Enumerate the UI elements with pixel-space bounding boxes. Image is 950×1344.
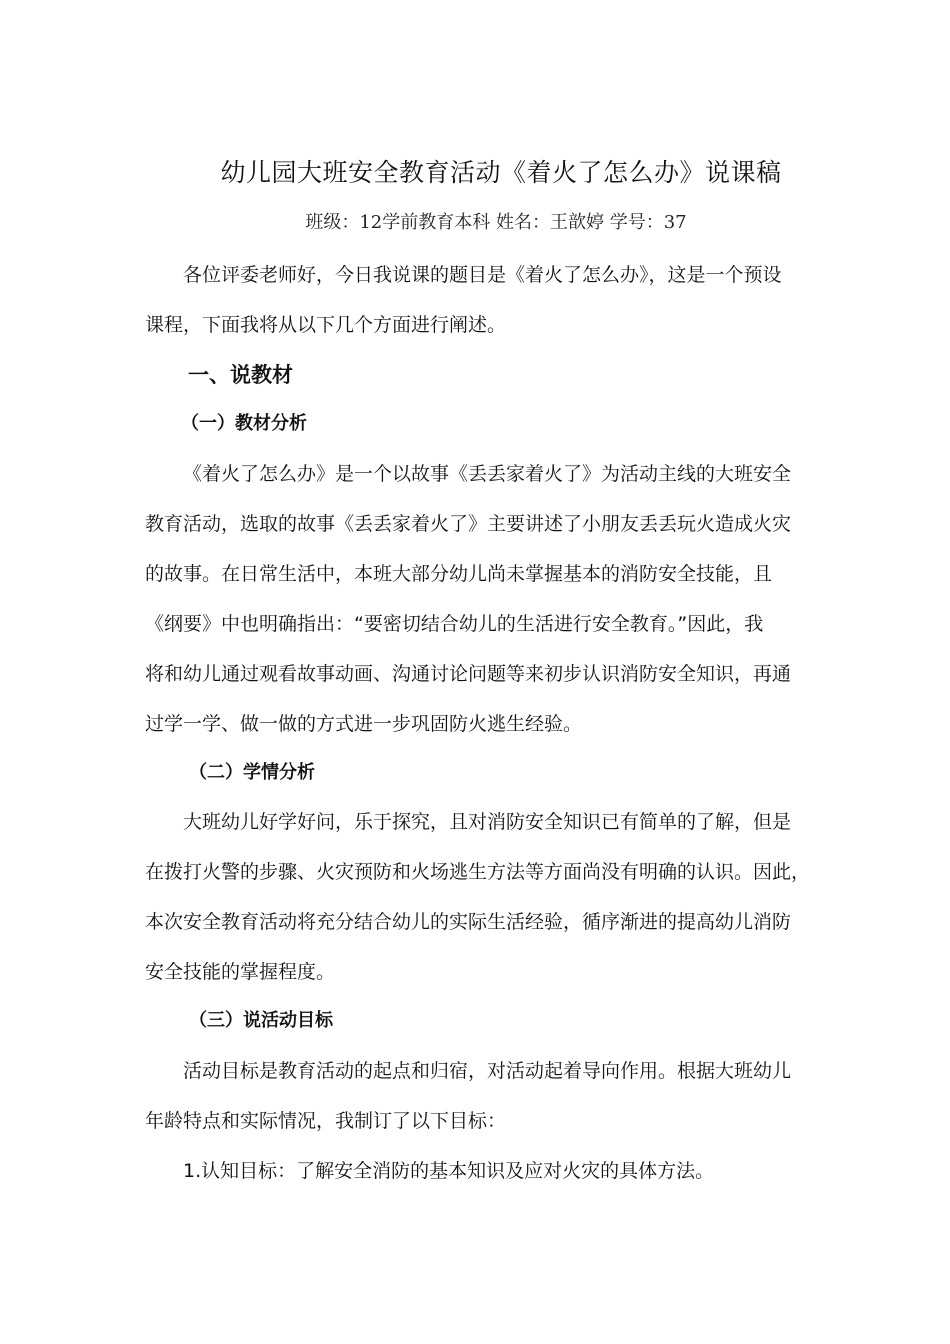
intro-paragraph	[145, 250, 813, 350]
intro-line: 各位评委老师好，今日我说课的题目是《着火了怎么办》，这是一个预设	[183, 264, 782, 286]
textbook-analysis-paragraph	[145, 449, 813, 749]
paragraph-line: 年龄特点和实际情况，我制订了以下目标：	[145, 1110, 507, 1132]
activity-goals-paragraph	[145, 1046, 813, 1146]
intro-line: 课程，下面我将从以下几个方面进行阐述。	[145, 314, 507, 336]
paragraph-line: 教育活动，选取的故事《丢丢家着火了》主要讲述了小朋友丢丢玩火造成火灾	[145, 513, 792, 535]
section-heading-textbook: 一、说教材	[188, 363, 293, 387]
learner-analysis-paragraph	[145, 797, 813, 997]
goal-item-cognitive: 1.认知目标：了解安全消防的基本知识及应对火灾的具体方法。	[183, 1160, 715, 1182]
paragraph-line: 安全技能的掌握程度。	[145, 961, 336, 983]
paragraph-line: 《着火了怎么办》是一个以故事《丢丢家着火了》为活动主线的大班安全	[183, 463, 792, 485]
paragraph-line: 本次安全教育活动将充分结合幼儿的实际生活经验，循序渐进的提高幼儿消防	[145, 911, 792, 933]
paragraph-line: 将和幼儿通过观看故事动画、沟通讨论问题等来初步认识消防安全知识，再通	[145, 663, 792, 685]
subsection-heading-activity-goals: （三）说活动目标	[189, 1010, 333, 1031]
document-title: 幼儿园大班安全教育活动《着火了怎么办》说课稿	[220, 158, 782, 187]
subsection-heading-learner-analysis: （二）学情分析	[189, 762, 315, 783]
paragraph-line: 过学一学、做一做的方式进一步巩固防火逃生经验。	[145, 713, 583, 735]
subsection-heading-textbook-analysis: （一）教材分析	[181, 413, 307, 434]
paragraph-line: 活动目标是教育活动的起点和归宿，对活动起着导向作用。根据大班幼儿	[183, 1060, 792, 1082]
paragraph-line: 《纲要》中也明确指出：“要密切结合幼儿的生活进行安全教育。”因此，我	[145, 613, 764, 635]
document-subtitle: 班级：12学前教育本科 姓名：王歆婷 学号：37	[305, 212, 687, 233]
paragraph-line: 大班幼儿好学好问，乐于探究，且对消防安全知识已有简单的了解，但是	[183, 811, 792, 833]
paragraph-line: 的故事。在日常生活中，本班大部分幼儿尚未掌握基本的消防安全技能，且	[145, 563, 773, 585]
paragraph-line: 在拨打火警的步骤、火灾预防和火场逃生方法等方面尚没有明确的认识。因此，	[145, 861, 811, 883]
